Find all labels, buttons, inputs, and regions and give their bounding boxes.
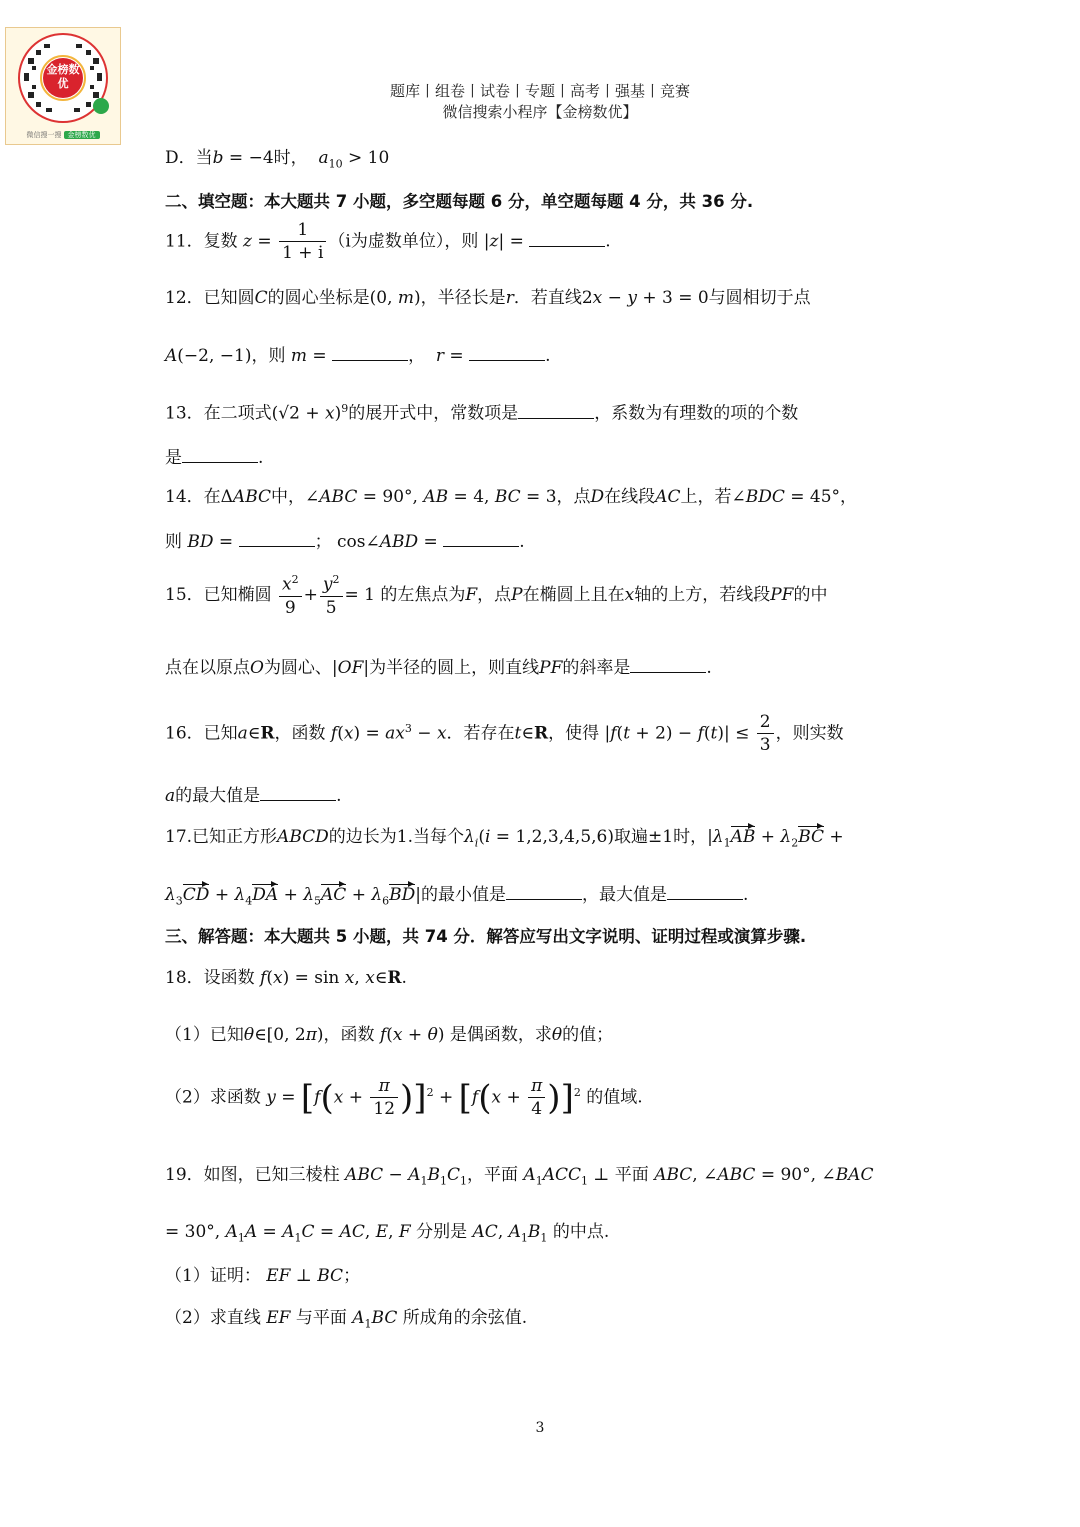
answer-blank: [332, 346, 408, 361]
logo-caption-text: 微信搜一搜: [26, 131, 62, 139]
answer-blank: [630, 658, 706, 673]
question-18-part-2: （2）求函数 y = [f(x + $\frac{\pi}{12}$ )]$^2$ + [f(x + $\frac{\pi}{4}$ )]$^2$ 的值域.: [165, 1076, 643, 1119]
answer-blank: [260, 786, 336, 801]
vector-ab: AB: [730, 827, 756, 847]
question-13-line-1: 13．在二项式$(√2 + x)^9$的展开式中，常数项是 ，系数为有理数的项的个数: [165, 402, 799, 424]
question-13-line-2: 是 .: [165, 448, 264, 468]
answer-blank: [667, 885, 743, 900]
logo-caption-tag: 金榜数优: [64, 131, 100, 139]
question-11: 11．复数 z = $\frac{1}{1 + i}$ （i为虚数单位），则 |z| = .: [165, 220, 611, 263]
question-12-line-1: 12．已知圆C的圆心坐标是(0, m)，半径长是r．若直线2x − y + 3 = 0与圆相切于点: [165, 288, 811, 308]
question-19-part-2: （2）求直线 EF 与平面 $A_1BC$ 所成角的余弦值.: [165, 1308, 528, 1331]
fraction: $\frac{y^2}{5}$: [320, 574, 343, 617]
answer-blank: [469, 346, 545, 361]
answer-blank: [518, 404, 594, 419]
question-15-line-1: 15．已知椭圆 $\frac{x^2}{9}$ + $\frac{y^2}{5}$ = 1 的左焦点为F，点P在椭圆上且在x轴的上方，若线段PF的中: [165, 573, 828, 618]
header-subtitle: 微信搜索小程序【金榜数优】: [442, 103, 638, 121]
question-19-line-1: 19．如图，已知三棱柱 ABC − $A_1B_1C_1$，平面 $A_1ACC_1$ ⊥ 平面 ABC, ∠ABC = 90°, ∠BAC: [165, 1165, 874, 1188]
question-17-line-1: 17.已知正方形ABCD的边长为1.当每个$\lambda_i(i = 1,2,3,4,5,6)$取遍±1时，$|\lambda_1AB + \lambda_2BC$ +: [165, 827, 844, 850]
question-14-line-2: 则 BD = ； cos∠ABD = .: [165, 532, 525, 552]
vector-ac: AC: [321, 885, 347, 905]
question-15-line-2: 点在以原点O为圆心、|OF|为半径的圆上，则直线PF的斜率是 .: [165, 658, 712, 678]
answer-blank: [182, 448, 258, 463]
question-17-line-2: $\lambda_3CD + \lambda_4DA + \lambda_5AC + \lambda_6BD|$的最小值是 ，最大值是 .: [165, 885, 749, 908]
question-18: 18．设函数 f(x) = sin x, x∈R.: [165, 968, 407, 988]
question-18-part-1: （1）已知θ∈[0, 2π)，函数 f(x + θ) 是偶函数，求θ的值；: [165, 1025, 614, 1045]
option-d: D．当b = −4时， $a_{10} > 10$: [165, 148, 390, 171]
header-nav: 题库丨组卷丨试卷丨专题丨高考丨强基丨竞赛: [389, 82, 690, 100]
logo-caption: [6, 129, 120, 141]
vector-cd: CD: [182, 885, 210, 905]
question-19-line-2: = 30°, $A_1A = A_1C$ = AC, E, F 分别是 AC, $A_1B_1$ 的中点.: [165, 1222, 610, 1245]
fraction: $\frac{2}{3}$: [757, 714, 774, 754]
fraction: $\frac{\pi}{12}$: [370, 1078, 398, 1118]
section-2-heading: 二、填空题：本大题共 7 小题，多空题每题 6 分，单空题每题 4 分，共 36 分.: [165, 192, 754, 211]
question-12-line-2: A(−2, −1)，则 m = ， r = .: [165, 346, 551, 366]
vector-da: DA: [252, 885, 279, 905]
section-3-heading: 三、解答题：本大题共 5 小题，共 74 分．解答应写出文字说明、证明过程或演算步骤.: [165, 927, 807, 946]
vector-bc: BC: [798, 827, 825, 847]
answer-blank: [529, 232, 605, 247]
answer-blank: [239, 532, 315, 547]
vector-bd: BD: [389, 885, 416, 905]
logo-center-text: 金榜数优: [46, 63, 80, 90]
question-14-line-1: 14．在ΔABC中，∠ABC = 90°, AB = 4, BC = 3，点D在线段AC上，若∠BDC = 45°，: [165, 487, 858, 507]
page-number: 3: [535, 1420, 545, 1436]
answer-blank: [443, 532, 519, 547]
question-16-line-2: a的最大值是 .: [165, 786, 342, 806]
answer-blank: [506, 885, 582, 900]
fraction: $\frac{x^2}{9}$: [279, 574, 302, 617]
question-19-part-1: （1）证明： EF ⊥ BC；: [165, 1266, 361, 1286]
fraction: $\frac{1}{1 + i}$: [279, 222, 326, 262]
fraction: $\frac{\pi}{4}$: [528, 1078, 545, 1118]
question-16-line-1: 16．已知a∈R，函数 $f(x) = ax^3 - x$．若存在t∈R，使得 |f(t + 2) − f(t)| ≤ $\frac{2}{3}$ ，则实数: [165, 712, 844, 755]
